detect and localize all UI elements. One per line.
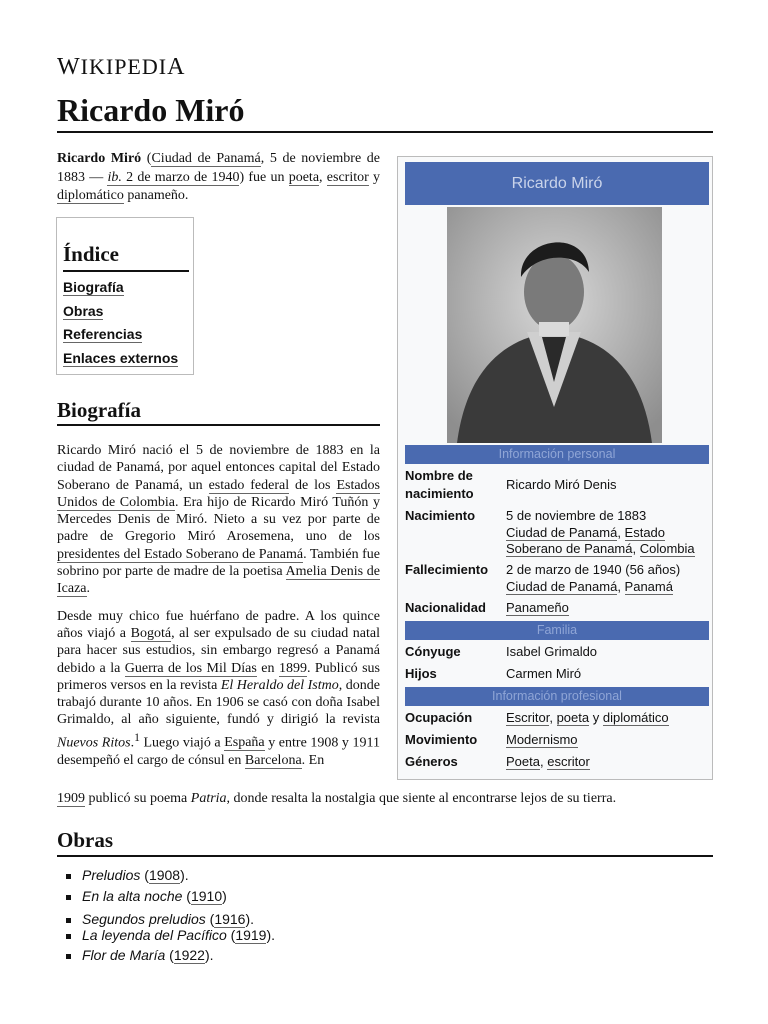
infobox [397,156,713,780]
sep: y [589,710,603,725]
bio-nuevos-ritos: Nuevos Ritos [57,735,131,751]
label-hijos: Hijos [405,666,437,681]
section-divider [57,424,380,426]
biografia-text [57,442,380,779]
value-nombre-nacimiento: Ricardo Miró Denis [506,477,617,492]
link-escritor-ib[interactable]: Escritor [506,710,550,725]
infobox-header-personal: Información personal [405,445,709,464]
toc-item-label: Enlaces externos [63,349,179,366]
nacimiento-date: 5 de noviembre de 1883 [506,508,647,523]
intro-name: Ricardo Miró [57,151,142,166]
value-hijos: Carmen Miró [506,666,582,681]
intro-birth-date: , 5 de noviembre de 1883 — [57,151,381,185]
intro-text: ) fue un [239,169,289,185]
link-bogota[interactable]: Bogotá [130,625,172,641]
link-ciudad-de-panama[interactable]: Ciudad de Panamá [506,524,618,540]
sep: , [632,541,640,556]
work-title: Flor de María [82,947,166,963]
work-title: Segundos preludios [82,911,206,927]
work-title: La leyenda del Pacífico [82,927,227,943]
link-ciudad-de-panama-2[interactable]: Ciudad de Panamá [506,578,618,594]
intro-text: , [319,169,327,185]
link-poeta-genero[interactable]: Poeta [506,754,540,769]
work-end: ) [222,888,227,904]
link-work-year[interactable]: 1916 [214,911,246,927]
link-estados-unidos-de-colombia[interactable]: Estados Unidos de Colombia [57,477,380,510]
link-presidentes[interactable]: presidentes del Estado Soberano de Panamá [57,546,304,562]
bio-text: de los [289,477,337,493]
link-work-year[interactable]: 1922 [173,947,205,963]
biografia-paragraph-2-tail [57,790,717,807]
toc-list [63,278,178,372]
link-diplomatico[interactable]: diplomático [57,188,124,203]
bio-text: publicó su poema [85,791,191,806]
label-generos: Géneros [405,754,458,769]
bio-text: Luego viajó a [139,735,225,751]
link-espana[interactable]: España [224,735,265,751]
list-item: En la alta noche (1910) [66,887,275,910]
toc-item-label: Biografía [63,279,124,295]
list-item: Segundos preludios (1916). [66,910,275,926]
value-movimiento [506,732,578,749]
bio-heraldo: El Heraldo del Istmo [220,677,339,693]
intro-text: ( [141,151,152,166]
bio-patria: Patria [190,791,227,806]
bio-text: . En [301,752,325,768]
link-death-date[interactable]: 2 de marzo de 1940 [121,169,240,185]
label-movimiento: Movimiento [405,732,478,747]
bio-text: Desde muy chico fue huérfano de padre. A los quince años viajó a [57,608,380,641]
sep: , [617,524,625,540]
toc-item-biografia[interactable] [63,278,178,302]
link-estado-soberano[interactable]: Estado Soberano de Panamá [506,524,666,556]
wikipedia-logo[interactable] [57,54,185,81]
value-conyuge: Isabel Grimaldo [506,644,598,659]
toc-title: Índice [63,242,120,266]
work-title: Preludios [82,867,141,883]
link-poeta[interactable]: poeta [288,169,320,185]
infobox-title: Ricardo Miró [405,162,709,205]
link-colombia[interactable]: Colombia [639,541,695,556]
page-title: Ricardo Miró [57,92,245,128]
link-estado-federal[interactable]: estado federal [208,477,290,493]
bio-text: y entre 1908 y 1911 desempeñó el cargo de cónsul en [57,735,380,768]
label-ocupacion: Ocupación [405,710,473,725]
link-guerra-mil-dias[interactable]: Guerra de los Mil Días [124,660,257,676]
value-ocupacion [506,710,669,727]
link-work-year[interactable]: 1919 [235,927,267,943]
link-panameno[interactable]: Panameño [506,600,569,615]
toc-item-referencias[interactable] [63,325,178,349]
value-nacimiento [506,508,711,558]
intro-text: panameño. [123,188,189,203]
list-item: La leyenda del Pacífico (1919). [66,926,275,946]
link-work-year[interactable]: 1910 [190,888,223,904]
link-barcelona[interactable]: Barcelona [244,752,302,768]
link-escritor[interactable]: escritor [326,169,369,185]
bio-text: en [256,660,279,676]
table-of-contents [56,217,194,375]
value-generos [506,754,590,771]
bio-text: , al ser expulsado de su ciudad natal para hacer sus estudios, sin embargo regresó a Panamá debido a la [57,625,380,676]
toc-divider [63,270,189,272]
toc-item-obras[interactable] [63,302,178,326]
link-diplomatico-ib[interactable]: diplomático [602,710,669,725]
section-heading-biografia: Biografía [57,398,141,422]
link-ib[interactable]: ib. [107,169,122,185]
toc-item-label: Obras [63,302,104,319]
fallecimiento-date: 2 de marzo de 1940 (56 años) [506,562,681,577]
work-end: ). [245,911,255,927]
work-end: ). [204,947,214,963]
intro-paragraph [57,150,380,206]
label-nacionalidad: Nacionalidad [405,600,486,615]
link-1899[interactable]: 1899 [278,660,307,676]
link-amelia-denis[interactable]: Amelia Denis de Icaza [57,564,380,597]
bio-text: . [130,735,135,751]
work-title: En la alta noche [82,888,183,904]
infobox-header-profesional: Información profesional [405,687,709,706]
bio-text: , donde resalta la nostalgia que siente al encontrarse lejos de su tierra. [226,791,617,806]
infobox-header-familia: Familia [405,621,709,640]
link-panama[interactable]: Panamá [624,578,673,594]
section-heading-obras: Obras [57,828,114,852]
logo-letters: IKIPEDI [80,54,168,79]
label-nacimiento: Nacimiento [405,508,476,523]
biografia-paragraph-2 [57,608,380,769]
portrait-image[interactable] [447,207,662,443]
bio-text: , donde trabajó durante 10 años. En 1906 se casó con doña Isabel Grimaldo, al año siguiente, fundó y dirigió la revista [57,677,380,728]
toc-item-label: Referencias [63,326,143,342]
list-item: Preludios (1908). [66,866,275,887]
list-item: Flor de María (1922). [66,946,275,966]
sep: , [549,710,557,725]
bio-text: . Publicó sus primeros versos en la revista [57,660,380,693]
work-end: ). [180,867,189,883]
value-nacionalidad [506,600,569,617]
bio-text: . Era hijo de Ricardo Miró Tuñón y Mercedes Denis de Miró. Nieto a su vez por parte de padre de Gregorio Miró Arosemena, uno de los [57,494,380,545]
logo-letter-a: A [167,54,186,80]
works-list [66,866,275,966]
value-fallecimiento [506,562,711,595]
bio-text: Ricardo Miró nació el 5 de noviembre de 1883 en la ciudad de Panamá, por aquel entonces capital del Estado Soberano de Panamá, un [57,443,380,493]
label-conyuge: Cónyuge [405,644,461,659]
link-birth-place[interactable]: Ciudad de Panamá [151,151,261,166]
link-poeta-ib[interactable]: poeta [556,710,590,725]
section-divider [57,855,713,857]
footnote-ref-1[interactable]: 1 [134,730,140,744]
title-divider [57,131,713,133]
bio-text: . [86,581,91,597]
intro-text: y [368,169,381,185]
biografia-paragraph-1 [57,442,380,598]
link-modernismo[interactable]: Modernismo [506,732,578,747]
label-fallecimiento: Fallecimiento [405,562,489,577]
sep: , [539,754,548,769]
link-work-year[interactable]: 1908 [148,867,181,883]
bio-text: . También fue sobrino por parte de madre de la poetisa [57,546,380,580]
label-nombre-nacimiento: Nombre de nacimiento [405,468,474,501]
link-1909[interactable]: 1909 [57,791,85,806]
toc-item-enlaces-externos[interactable] [63,349,178,373]
link-escritor-genero[interactable]: escritor [547,754,590,769]
sep: , [617,578,625,594]
logo-letter-w: W [57,54,81,80]
work-end: ). [266,927,276,943]
